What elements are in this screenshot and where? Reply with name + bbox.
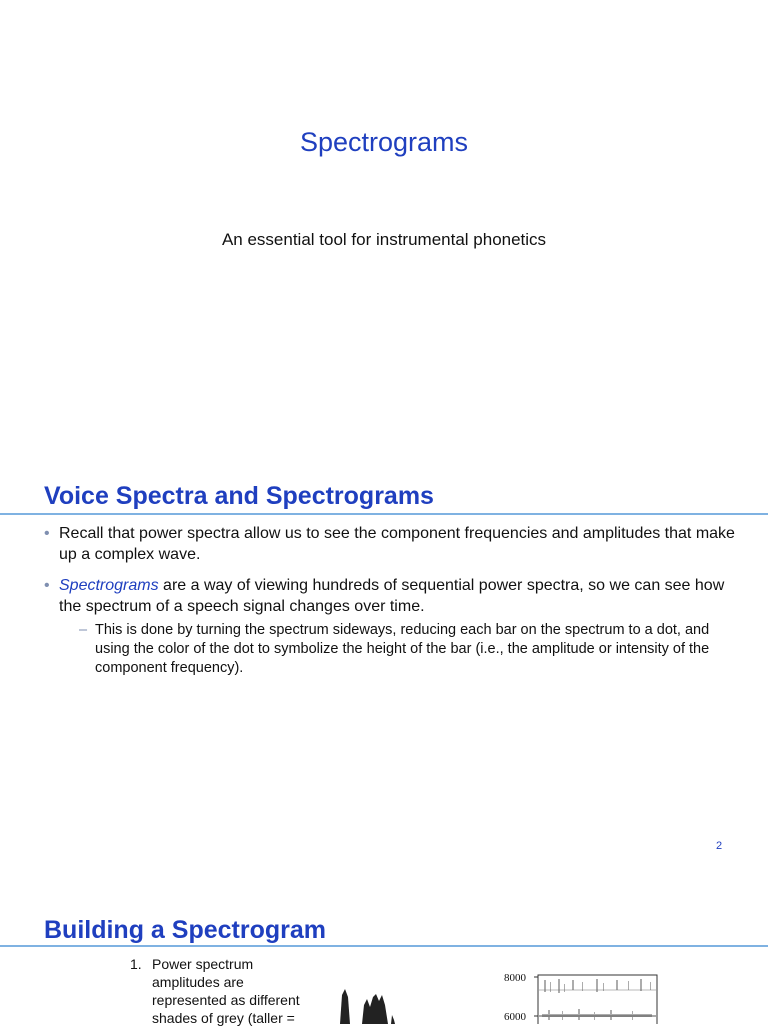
section-heading-voice-spectra: Voice Spectra and Spectrograms [44, 482, 434, 510]
section-heading-building-spectrogram: Building a Spectrogram [44, 916, 326, 944]
bullet-text: Recall that power spectra allow us to see the component frequencies and amplitudes that make up a complex wave. [59, 525, 735, 563]
sub-bullet-item [59, 621, 744, 678]
spectrogram-figure [500, 968, 660, 1024]
item-text: Power spectrum amplitudes are represented as different shades of grey (taller = [152, 956, 300, 1026]
spectrum-peak [391, 1015, 395, 1024]
bullet-list [44, 523, 744, 688]
y-tick-label: 8000 [504, 972, 526, 984]
spectrum-peak [340, 989, 350, 1024]
heading-rule [0, 513, 768, 515]
bullet-text: are a way of viewing hundreds of sequential power spectra, so we can see how the spectrum of a speech signal changes over time. [59, 577, 725, 615]
item-number: 1. [130, 956, 142, 972]
y-tick-label: 6000 [504, 1011, 526, 1023]
bullet-icon: • [44, 577, 50, 594]
page-number: 2 [716, 840, 723, 852]
dash-icon: – [79, 622, 88, 638]
slide-subtitle: An essential tool for instrumental phonetics [221, 230, 547, 249]
bullet-icon: • [44, 525, 50, 542]
spectrum-peak [362, 994, 388, 1024]
bullet-item [44, 523, 744, 565]
power-spectrum-figure [336, 985, 406, 1024]
slide-title: Spectrograms [299, 127, 469, 157]
heading-rule [0, 945, 768, 947]
bullet-item [44, 575, 744, 678]
sub-bullet-text: This is done by turning the spectrum sideways, reducing each bar on the spectrum to a dot, and using the color of the dot to symbolize the height of the bar (i.e., the amplitude or intensity of the component frequency). [95, 622, 710, 676]
bullet-emphasis: Spectrograms [59, 577, 159, 594]
